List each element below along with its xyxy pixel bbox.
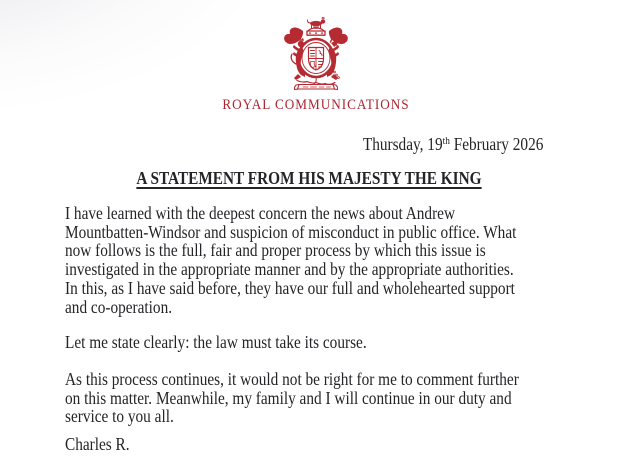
statement-paragraph bbox=[65, 204, 519, 316]
statement-line: In this, as I have said before, they have our full and wholehearted support bbox=[65, 277, 515, 298]
royal-coat-of-arms-icon bbox=[270, 13, 362, 93]
statement-line: As this process continues, it would not be right for me to comment further bbox=[65, 368, 519, 389]
statement-line: now follows is the full, fair and proper process by which this issue is bbox=[65, 240, 486, 261]
statement-line: Mountbatten-Windsor and suspicion of misconduct in public office. What bbox=[65, 221, 517, 242]
statement-paragraph bbox=[65, 333, 519, 352]
statement-line: investigated in the appropriate manner and by the appropriate authorities. bbox=[65, 259, 514, 280]
signature-line: Charles R. bbox=[65, 434, 130, 455]
statement-line: Let me state clearly: the law must take its course. bbox=[65, 332, 367, 353]
statement-line: I have learned with the deepest concern the news about Andrew bbox=[65, 203, 456, 223]
statement-line: and co-operation. bbox=[65, 296, 173, 317]
date-line bbox=[362, 134, 543, 155]
statement-paragraph bbox=[65, 370, 519, 426]
statement-heading-text: A STATEMENT FROM HIS MAJESTY THE KING bbox=[136, 168, 482, 188]
org-name-label: ROYAL COMMUNICATIONS bbox=[222, 97, 410, 113]
date-ordinal-suffix: th bbox=[442, 135, 450, 147]
statement-heading bbox=[46, 168, 571, 189]
statement-body bbox=[65, 204, 519, 454]
statement-line: service to you all. bbox=[65, 406, 174, 427]
date-suffix: February 2026 bbox=[449, 134, 543, 154]
statement-line: on this matter. Meanwhile, my family and I will continue in our duty and bbox=[65, 387, 512, 408]
date-prefix: Thursday, 19 bbox=[362, 134, 443, 154]
